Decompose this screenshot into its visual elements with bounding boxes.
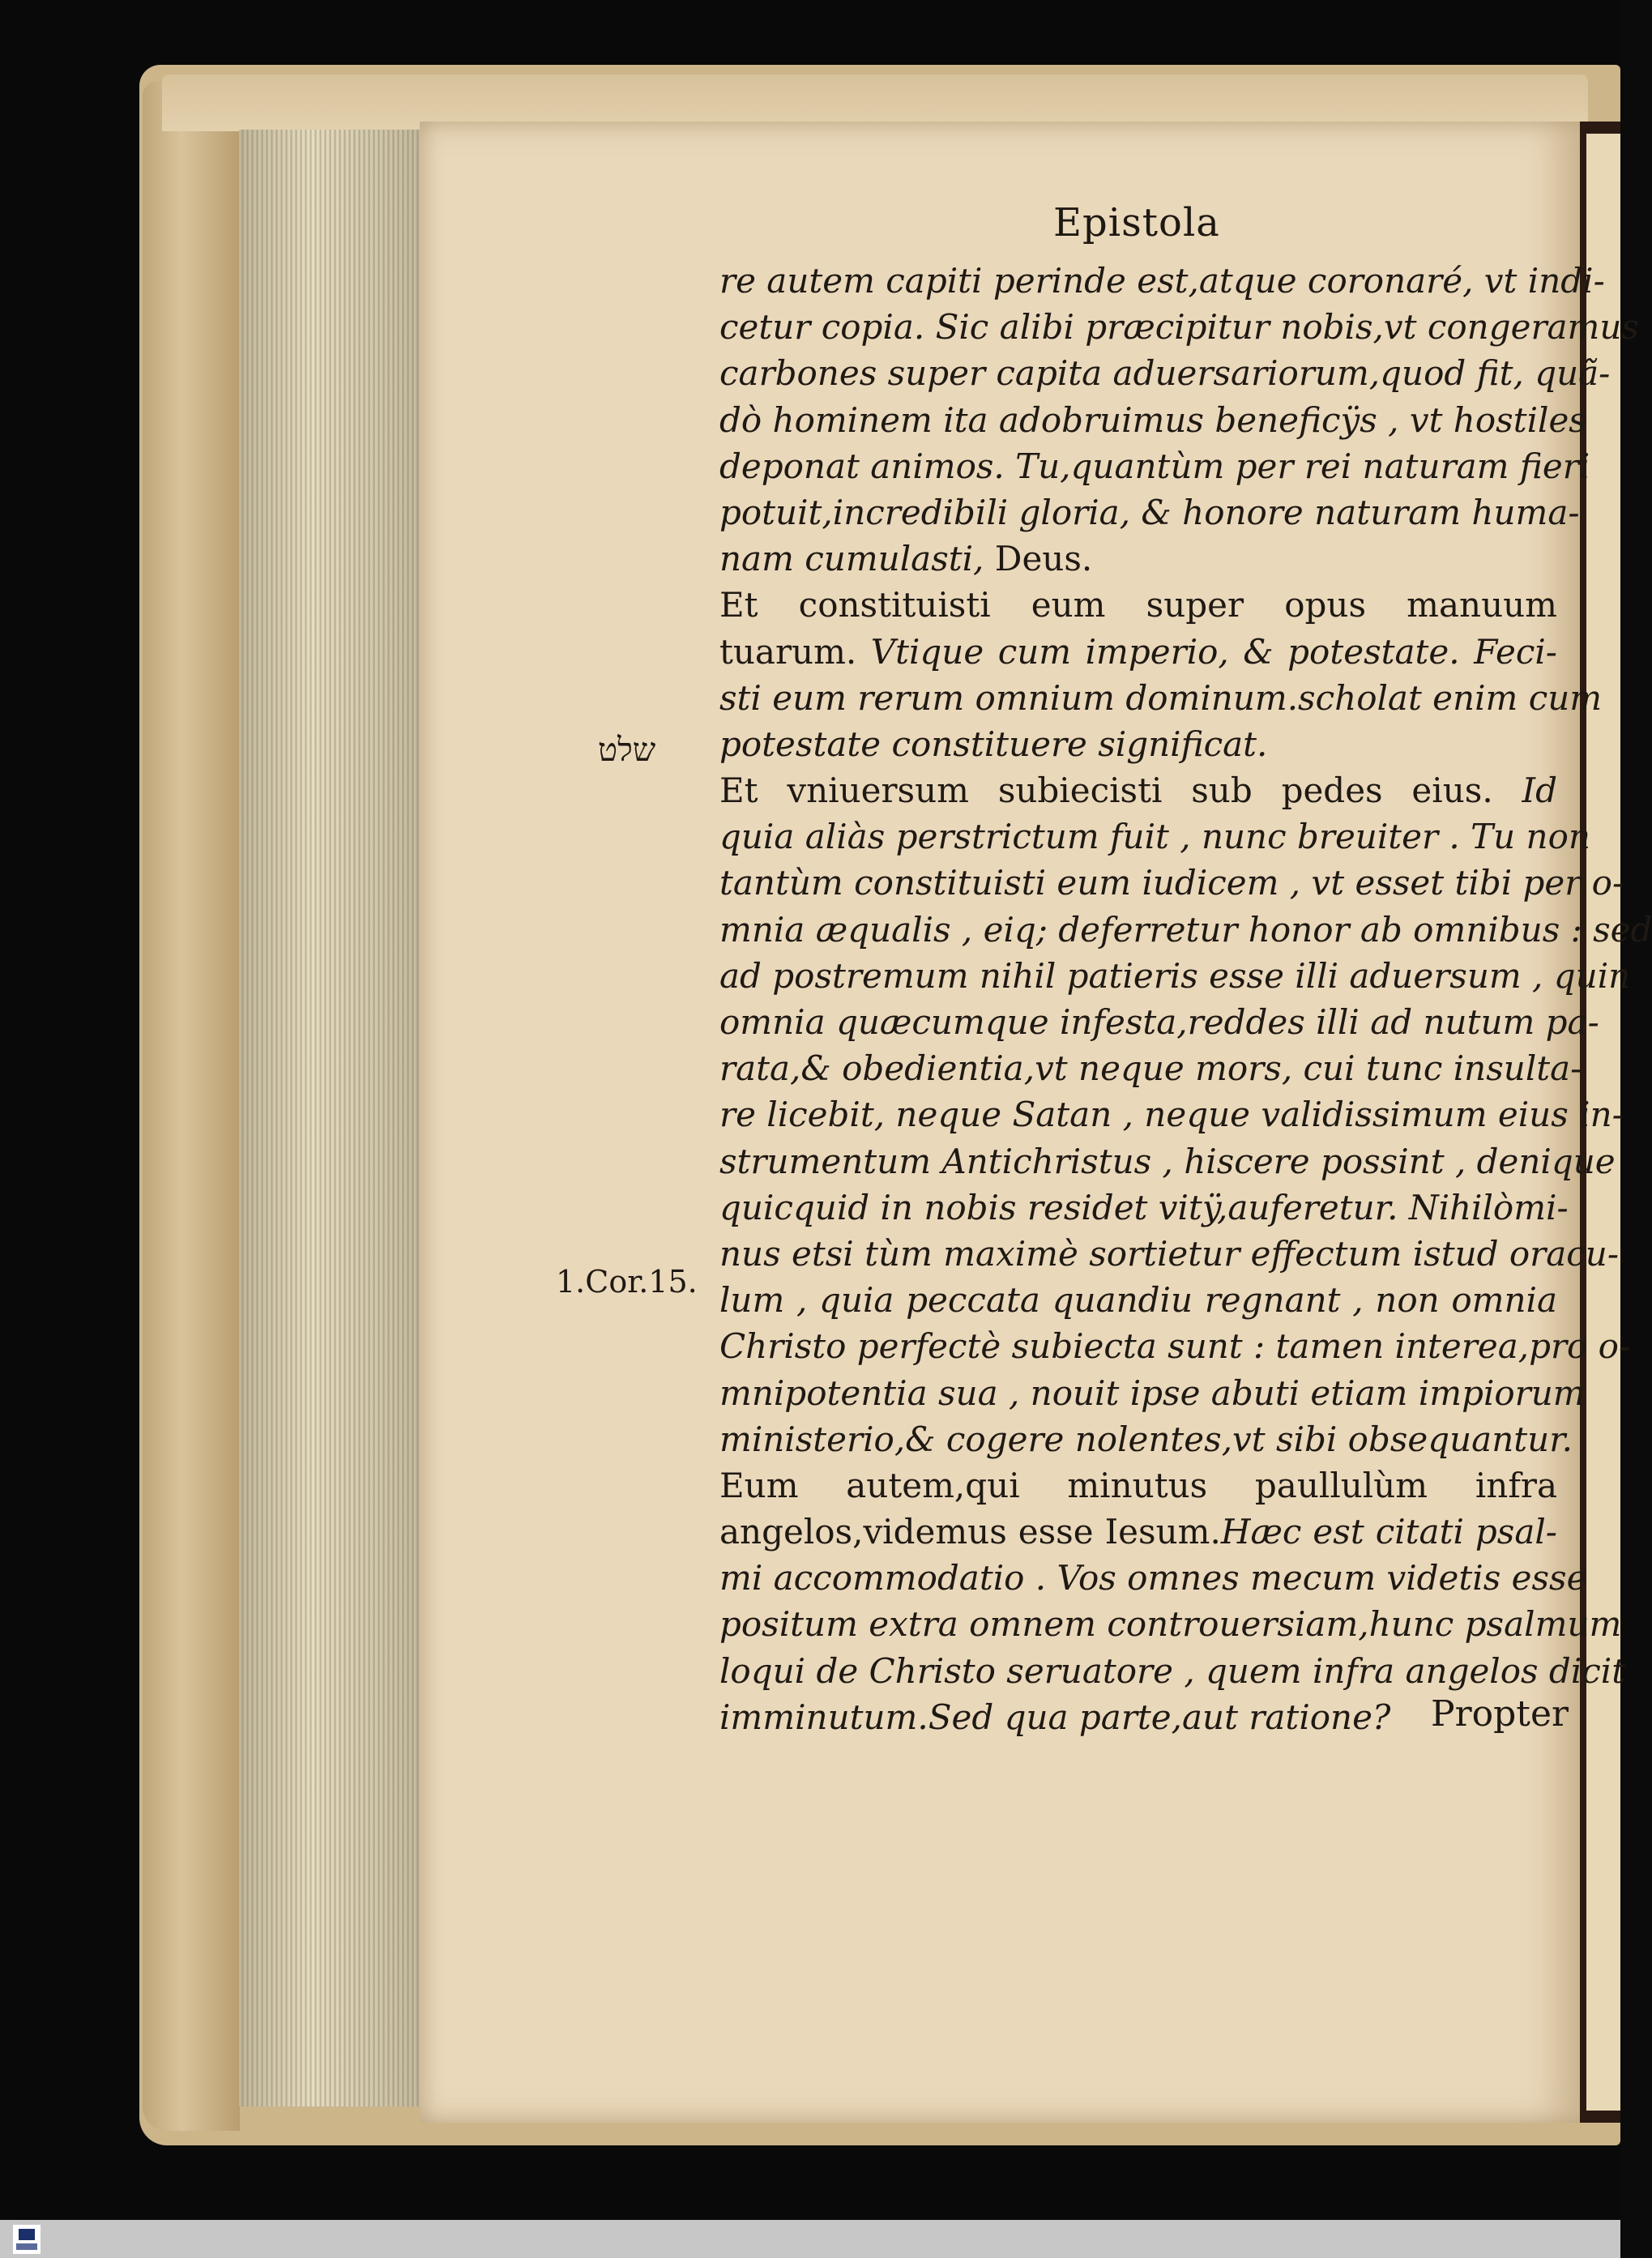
library-logo-text (16, 2243, 37, 2250)
text-segment: Eum autem,qui minutus paullulùm infra (719, 1465, 1557, 1505)
text-segment: Hæc est citati psal- (1220, 1512, 1557, 1552)
text-segment: Deus. (994, 539, 1093, 579)
text-segment: Vtique cum imperio, & potestate. Feci- (870, 631, 1557, 672)
text-line (719, 443, 1590, 489)
library-logo-mark (19, 2229, 35, 2240)
text-line (719, 953, 1631, 999)
text-segment: nam cumulasti, (719, 539, 995, 579)
viewer-footer-bar (0, 2220, 1620, 2258)
text-segment: imminutum.Sed qua parte,aut ratione? (719, 1697, 1391, 1737)
text-line (719, 1091, 1624, 1138)
text-line (719, 675, 1603, 721)
text-segment: Et constituisti eum super opus manuum (719, 585, 1557, 625)
catchword: Propter (1431, 1693, 1569, 1735)
text-segment: positum extra omnem controuersiam,hunc psalmum (719, 1604, 1622, 1645)
text-segment: dò hominem ita adobruimus beneficÿs , vt hostiles (719, 399, 1586, 440)
text-segment: mnipotentia sua , nouit ipse abuti etiam impiorum (719, 1372, 1586, 1413)
text-line (719, 721, 1557, 767)
text-line (719, 629, 1557, 675)
text-line (719, 1555, 1587, 1601)
text-segment: rata,& obedientia,vt neque mors, cui tunc insulta- (719, 1048, 1582, 1089)
text-segment: quicquid in nobis residet vitÿ,auferetur. Nihilòmi- (719, 1187, 1569, 1227)
text-line (719, 258, 1605, 304)
text-line (719, 1323, 1631, 1369)
text-line (719, 999, 1599, 1045)
text-segment: strumentum Antichristus , hiscere possint , denique (719, 1141, 1616, 1181)
text-line (719, 1601, 1622, 1647)
text-segment: ministerio,& cogere nolentes,vt sibi obsequantur. (719, 1419, 1573, 1459)
text-segment: ad postremum nihil patieris esse illi aduersum , quin (719, 955, 1631, 996)
text-segment: lum , quia peccata quandiu regnant , non omnia (719, 1280, 1557, 1321)
text-line (719, 489, 1580, 536)
text-line (719, 1277, 1557, 1323)
text-line (719, 397, 1586, 443)
text-line (719, 1045, 1582, 1091)
text-line (719, 1416, 1573, 1462)
page-stack-shade (239, 130, 421, 2106)
text-line (719, 1370, 1586, 1416)
text-segment: mi accommodatio . Vos omnes mecum videtis esse (719, 1558, 1587, 1599)
text-segment: nus etsi tùm maximè sortietur effectum istud oracu- (719, 1233, 1620, 1274)
text-line (719, 1184, 1569, 1231)
margin-note-reference: 1.Cor.15. (556, 1264, 698, 1300)
text-line (719, 1231, 1620, 1277)
text-segment: deponat animos. Tu,quantùm per rei naturam fieri (719, 446, 1590, 486)
text-line (719, 536, 1557, 582)
text-segment: cetur copia. Sic alibi præcipitur nobis,vt congeramus (719, 307, 1639, 348)
text-segment: sti eum rerum omnium dominum.scholat enim cum (719, 677, 1603, 718)
text-segment: potuit,incredibili gloria, & honore naturam huma- (719, 492, 1580, 532)
text-segment: tantùm constituisti eum iudicem , vt esset tibi per o- (719, 863, 1624, 903)
text-segment: Et vniuersum subiecisti sub pedes eius. (719, 770, 1522, 811)
text-segment: quia aliàs perstrictum fuit , nunc breuiter . Tu non (719, 817, 1590, 857)
text-line (719, 1648, 1626, 1694)
text-line (719, 1462, 1557, 1509)
text-segment: re licebit, neque Satan , neque validissimum eius in- (719, 1095, 1624, 1135)
body-text (719, 258, 1652, 1740)
text-segment: angelos,videmus esse Iesum. (719, 1512, 1221, 1552)
text-line (719, 813, 1590, 860)
text-line (719, 1138, 1616, 1184)
text-segment: omnia quæcumque infesta,reddes illi ad nutum pa- (719, 1002, 1599, 1042)
text-line (719, 860, 1624, 906)
text-line (719, 907, 1652, 953)
text-segment: Christo perfectè subiecta sunt : tamen interea,pro o- (719, 1326, 1631, 1367)
text-segment: loqui de Christo seruatore , quem infra angelos dicit (719, 1650, 1626, 1691)
margin-note-hebrew: שלט (598, 732, 656, 769)
text-segment: potestate constituere significat. (719, 723, 1268, 764)
text-segment: Id (1522, 770, 1557, 811)
text-segment: carbones super capita aduersariorum,quod fit, quã- (719, 353, 1611, 394)
cover-edge (143, 81, 240, 2131)
text-line (719, 1509, 1557, 1555)
text-segment: tuarum. (719, 631, 871, 672)
text-segment: mnia æqualis , eiq; deferretur honor ab omnibus : sed (719, 909, 1652, 950)
text-segment: re autem capiti perinde est,atque coronaré, vt indi- (719, 261, 1605, 301)
text-line (719, 350, 1611, 396)
text-line (719, 582, 1557, 628)
running-header: Epistola (1053, 200, 1220, 245)
text-line (719, 767, 1557, 813)
text-line (719, 304, 1639, 350)
